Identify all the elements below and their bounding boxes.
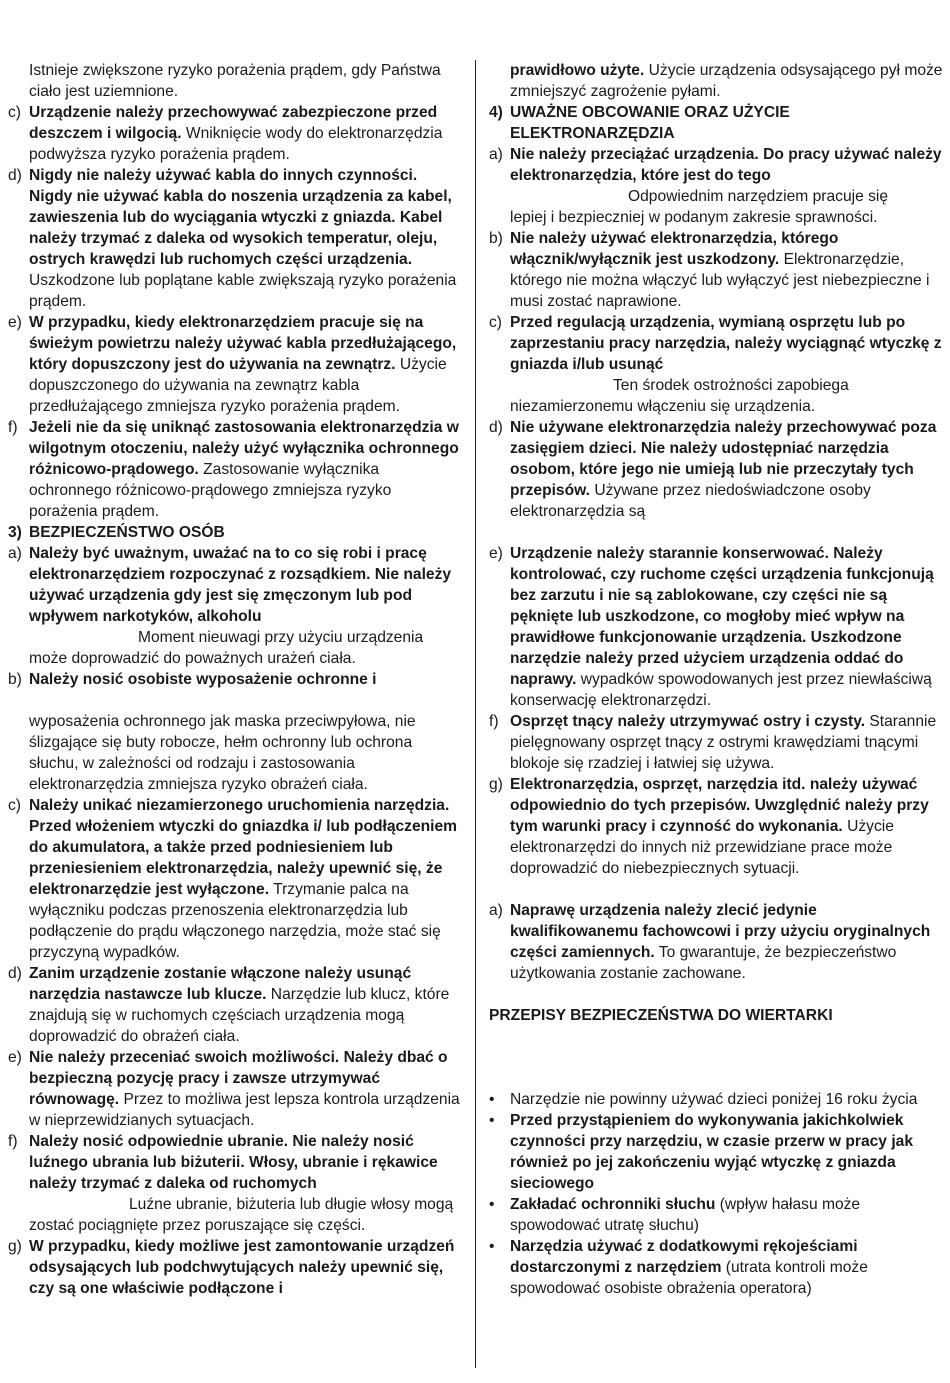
intro-text: Istnieje zwiększone ryzyko porażenia prądem, gdy Państwa ciało jest uziemnione. [29, 62, 441, 100]
item-label: a) [489, 902, 503, 919]
item-tail: wyposażenia ochronnego jak maska przeciwpyłowa, nie ślizgające się buty robocze, hełm ochronny lub ochrona słuchu, w zależności od rodzaju i zastosowania elektronarzędzia zmniejsza ryzyko obrażeń ciała. [29, 713, 416, 793]
section-heading-4 [489, 102, 944, 144]
bullet-bold: Przed przystąpieniem do wykonywania jakichkolwiek czynności przy narzędziu, w czasie przerw w pracy jak również po jej zakończeniu wyjąć wtyczkę z gniazda sieciowego [510, 1112, 913, 1192]
list-item-g [489, 774, 944, 879]
item-bold: W przypadku, kiedy możliwe jest zamontowanie urządzeń odsysających lub podchwytujących należy upewnić się, czy są one właściwie podłączone i [29, 1238, 455, 1297]
bullet-item [489, 1089, 944, 1110]
list-item-c [8, 102, 464, 165]
column-divider [475, 60, 476, 1368]
item-label: b) [489, 230, 503, 247]
list-item-a [8, 543, 464, 669]
item-bold: Osprzęt tnący należy utrzymywać ostry i czysty. [510, 713, 866, 730]
item-label: g) [489, 776, 503, 793]
list-item-f [8, 417, 464, 522]
section-number: 3) [8, 524, 22, 541]
item-tail: Odpowiednim narzędziem pracuje się [628, 188, 889, 205]
item-text: Elektronarzędzie, którego nie można włączyć lub wyłączyć jest niebezpieczne i musi zostać naprawione. [510, 251, 930, 310]
list-item-d [8, 165, 464, 312]
item-label: d) [8, 965, 22, 982]
item-label: c) [8, 797, 21, 814]
item-text: To gwarantuje, że bezpieczeństwo użytkowania zostanie zachowane. [510, 944, 897, 982]
list-item-d [8, 963, 464, 1047]
bullet-icon: • [489, 1091, 495, 1108]
item-text: Trzymanie palca na wyłączniku podczas przenoszenia elektronarzędzia lub podłączenie do prądu włączonego narzędzia, może stać się przyczyną wypadków. [29, 881, 441, 961]
list-item-e [8, 312, 464, 417]
drill-section-title: PRZEPISY BEZPIECZEŃSTWA DO WIERTARKI [489, 1007, 833, 1024]
list-item-a [489, 900, 944, 984]
bullet-item [489, 1110, 944, 1194]
item-bold: Urządzenie należy przechowywać zabezpieczone przed deszczem i wilgocią. [29, 104, 438, 142]
item-bold: Należy nosić odpowiednie ubranie. Nie należy nosić luźnego ubrania lub biżuterii. Włosy, ubranie i rękawice należy trzymać z daleka od ruchomych [29, 1133, 438, 1192]
item-text: Przez to możliwa jest lepsza kontrola urządzenia w nieprzewidzianych sytuacjach. [29, 1091, 460, 1129]
section-heading-3 [8, 522, 464, 543]
item-text: Użycie elektronarzędzi do innych niż przewidziane prace może doprowadzić do niebezpiecznych sytuacji. [510, 818, 894, 877]
item-bold: Nie należy przeciążać urządzenia. Do pracy używać należy elektronarzędzia, które jest do tego [510, 146, 942, 184]
item-label: e) [489, 545, 503, 562]
item-bold: Jeżeli nie da się uniknąć zastosowania elektronarzędzia w wilgotnym otoczeniu, należy użyć wyłącznika ochronnego różnicowo-prądowego. [29, 419, 459, 478]
item-label: a) [489, 146, 503, 163]
item-label: d) [489, 419, 503, 436]
item-tail: Moment nieuwagi przy użyciu urządzenia może doprowadzić do poważnych urażeń ciała. [29, 629, 424, 667]
item-bold: Urządzenie należy starannie konserwować. Należy kontrolować, czy ruchome części urządzenia funkcjonują bez zarzutu i nie są zablokowane, czy części nie są pęknięte lub uszkodzone, co mogłoby mieć wpływ na prawidłowe funkcjonowanie urządzenia. Uszkodzone narzędzie należy przed użyciem urządzenia oddać do naprawy. [510, 545, 934, 688]
item-bold: Naprawę urządzenia należy zlecić jedynie kwalifikowanemu fachowcowi i przy użyciu oryginalnych części zamiennych. [510, 902, 931, 961]
item-text: Używane przez niedoświadczone osoby elektronarzędzia są [510, 482, 871, 520]
list-item-e [489, 543, 944, 711]
list-item-g [8, 1236, 464, 1299]
item-bold: Nie używane elektronarzędzia należy przechowywać poza zasięgiem dzieci. Nie należy udostępniać narzędzia osobom, które jego nie umieją lub nie przeczytały tych przepisów. [510, 419, 937, 499]
item-label: f) [8, 419, 18, 436]
item-bold: Przed regulacją urządzenia, wymianą osprzętu lub po zaprzestaniu pracy narzędzia, należy wyciągnąć wtyczkę z gniazda i/lub usunąć [510, 314, 942, 373]
section-number: 4) [489, 104, 503, 121]
item-tail: niezamierzonemu włączeniu się urządzenia. [510, 398, 816, 415]
item-label: f) [8, 1133, 18, 1150]
item-label: g) [8, 1238, 22, 1255]
item-bold: Należy unikać niezamierzonego uruchomienia narzędzia. Przed włożeniem wtyczki do gniazdka i/ lub podłączeniem do akumulatora, a także przed podniesieniem lub przeniesieniem elektronarzędzia, należy upewnić się, że elektronarzędzie jest wyłączone. [29, 797, 458, 898]
bullet-icon: • [489, 1238, 495, 1255]
item-bold: Nie należy używać elektronarzędzia, którego włącznik/wyłącznik jest uszkodzony. [510, 230, 839, 268]
item-bold: Należy nosić osobiste wyposażenie ochronne i [29, 671, 377, 688]
item-tail: Ten środek ostrożności zapobiega [613, 377, 849, 394]
left-column [8, 60, 464, 1299]
list-item-f [489, 711, 944, 774]
item-bold: Elektronarzędzia, osprzęt, narzędzia itd. należy używać odpowiednio do tych przepisów. Uwzględnić należy przy tym warunki pracy i czynność do wykonania. [510, 776, 929, 835]
item-text: Starannie pielęgnowany osprzęt tnący z ostrymi krawędziami tnącymi blokoje się rzadziej i łatwiej się używa. [510, 713, 937, 772]
item-text: Zastosowanie wyłącznika ochronnego różnicowo-prądowego zmniejsza ryzyko porażenia prądem. [29, 461, 392, 520]
item-label: e) [8, 314, 22, 331]
item-bold: Nie należy przeceniać swoich możliwości. Należy dbać o bezpieczną pozycję pracy i zawsze utrzymywać równowagę. [29, 1049, 448, 1108]
item-text: wypadków spowodowanych jest przez niewłaściwą konserwację elektronarzędzi. [510, 671, 932, 709]
item-label: a) [8, 545, 22, 562]
bullet-item [489, 1236, 944, 1299]
carry-bold: prawidłowo użyte. [510, 62, 645, 79]
bullet-bold: Narzędzia używać z dodatkowymi rękojeściami dostarczonymi z narzędziem [510, 1238, 858, 1276]
item-label: b) [8, 671, 22, 688]
blank-space [489, 1026, 944, 1089]
item-label: c) [8, 104, 21, 121]
carry-text: Użycie urządzenia odsysającego pył może zmniejszyć zagrożenie pyłami. [510, 62, 943, 100]
item-tail: lepiej i bezpieczniej w podanym zakresie sprawności. [510, 209, 878, 226]
item-bold: W przypadku, kiedy elektronarzędziem pracuje się na świeżym powietrzu należy używać kabla przedłużającego, który dopuszczony jest do używania na zewnątrz. [29, 314, 457, 373]
bullet-text: Narzędzie nie powinny używać dzieci poniżej 16 roku życia [510, 1091, 918, 1108]
item-text: Uszkodzone lub poplątane kable zwiększają ryzyko porażenia prądem. [29, 272, 457, 310]
item-text: Wniknięcie wody do elektronarzędzia podwyższa ryzyko porażenia prądem. [29, 125, 443, 163]
list-item-e [8, 1047, 464, 1131]
list-item-c [489, 312, 944, 417]
bullet-bold: Zakładać ochronniki słuchu [510, 1196, 716, 1213]
section-title: BEZPIECZEŃSTWO OSÓB [29, 524, 225, 541]
item-bold: Nigdy nie należy używać kabla do innych czynności. Nigdy nie używać kabla do noszenia urządzenia za kabel, zawieszenia lub do wyciągania wtyczki z gniazda. Kabel należy trzymać z daleka od wysokich temperatur, oleju, ostrych krawędzi lub ruchomych części urządzenia. [29, 167, 452, 268]
item-text: Użycie dopuszczonego do używania na zewnątrz kabla przedłużającego zmniejsza ryzyko porażenia prądem. [29, 356, 447, 415]
item-tail: Luźne ubranie, biżuteria lub długie włosy mogą zostać pociągnięte przez poruszające się części. [29, 1196, 454, 1234]
bullet-item [489, 1194, 944, 1236]
section-title: UWAŻNE OBCOWANIE ORAZ UŻYCIE ELEKTRONARZĘDZIA [510, 104, 790, 142]
item-label: c) [489, 314, 502, 331]
list-item-d [489, 417, 944, 522]
item-bold: Zanim urządzenie zostanie włączone należy usunąć narzędzia nastawcze lub klucze. [29, 965, 412, 1003]
bullet-icon: • [489, 1112, 495, 1129]
list-item-b [8, 669, 464, 795]
bullet-text: (utrata kontroli może spowodować osobiste obrażenia operatora) [510, 1259, 868, 1297]
item-label: d) [8, 167, 22, 184]
list-item-c [8, 795, 464, 963]
item-label: e) [8, 1049, 22, 1066]
list-item-a [489, 144, 944, 228]
right-column [489, 60, 944, 1299]
item-text: Narzędzie lub klucz, które znajdują się w ruchomych częściach urządzenia mogą doprowadzić do obrażeń ciała. [29, 986, 450, 1045]
list-item-f [8, 1131, 464, 1236]
bullet-text: (wpływ hałasu może spowodować utratę słuchu) [510, 1196, 861, 1234]
bullet-icon: • [489, 1196, 495, 1213]
item-label: f) [489, 713, 499, 730]
item-bold: Należy być uważnym, uważać na to co się robi i pracę elektronarzędziem rozpoczynać z rozsądkiem. Nie należy używać urządzenia gdy jest się zmęczonym lub pod wpływem narkotyków, alkoholu [29, 545, 452, 625]
list-item-b [489, 228, 944, 312]
